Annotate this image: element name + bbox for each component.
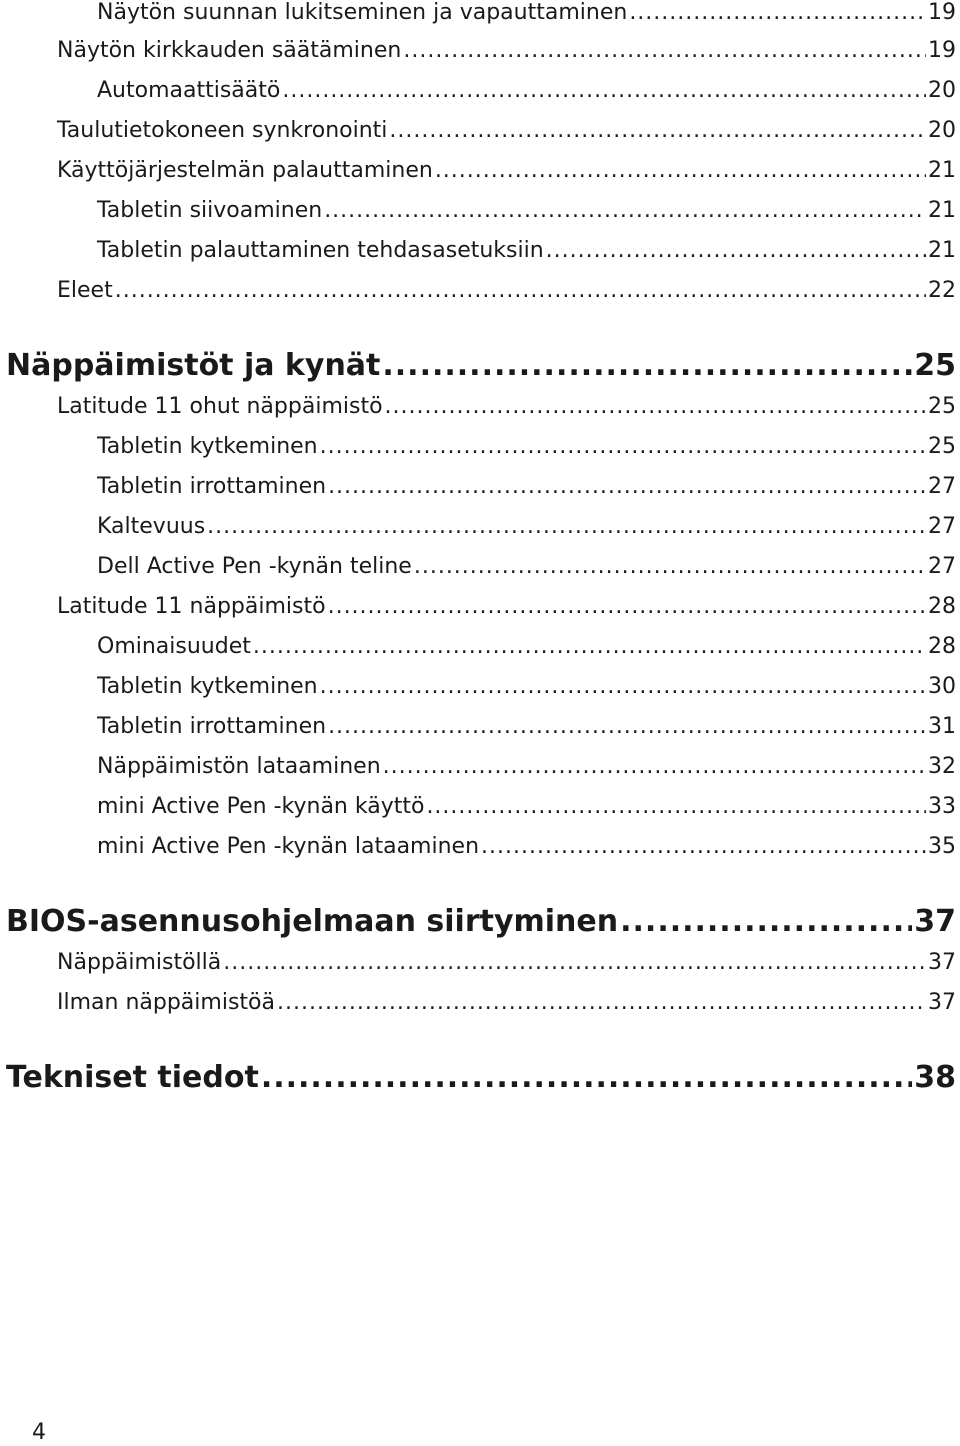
toc-entry-label: mini Active Pen -kynän käyttö — [97, 794, 425, 819]
toc-entry[interactable] — [57, 394, 956, 419]
toc-entry-label: Eleet — [57, 278, 113, 303]
toc-entry[interactable] — [57, 594, 956, 619]
toc-entry-page: 32 — [928, 754, 956, 779]
toc-leader-dots — [403, 38, 926, 63]
toc-entry-page: 21 — [928, 198, 956, 223]
toc-chapter-page: 38 — [914, 1060, 956, 1095]
toc-entry[interactable] — [97, 78, 956, 103]
toc-entry-label: Näytön kirkkauden säätäminen — [57, 38, 402, 63]
toc-chapter[interactable] — [6, 348, 956, 383]
toc-entry-page: 25 — [928, 434, 956, 459]
toc-entry[interactable] — [57, 278, 956, 303]
toc-entry-label: Tabletin irrottaminen — [97, 714, 327, 739]
toc-leader-dots — [320, 434, 926, 459]
toc-leader-dots — [620, 904, 912, 939]
toc-entry[interactable] — [97, 238, 956, 263]
toc-entry-page: 19 — [928, 38, 956, 63]
toc-leader-dots — [328, 714, 926, 739]
toc-entry-label: Taulutietokoneen synkronointi — [57, 118, 388, 143]
toc-entry[interactable] — [97, 754, 956, 779]
toc-entry-page: 20 — [928, 78, 956, 103]
toc-entry[interactable] — [97, 674, 956, 699]
toc-chapter-label: Näppäimistöt ja kynät — [6, 348, 381, 383]
toc-entry-label: Käyttöjärjestelmän palauttaminen — [57, 158, 433, 183]
toc-entry-label: Näppäimistön lataaminen — [97, 754, 381, 779]
toc-entry[interactable] — [97, 514, 956, 539]
toc-entry-page: 27 — [928, 554, 956, 579]
toc-entry[interactable] — [97, 714, 956, 739]
toc-entry[interactable] — [97, 474, 956, 499]
toc-entry-label: Automaattisäätö — [97, 78, 281, 103]
toc-entry-page: 33 — [928, 794, 956, 819]
toc-entry-label: Tabletin kytkeminen — [97, 434, 318, 459]
toc-entry[interactable] — [97, 834, 956, 859]
toc-leader-dots — [481, 834, 926, 859]
toc-leader-dots — [382, 348, 912, 383]
toc-entry-label: Tabletin kytkeminen — [97, 674, 318, 699]
toc-entry-label: Latitude 11 näppäimistö — [57, 594, 326, 619]
toc-entry-page: 35 — [928, 834, 956, 859]
toc-leader-dots — [282, 78, 926, 103]
toc-entry-page: 20 — [928, 118, 956, 143]
toc-chapter[interactable] — [6, 1060, 956, 1095]
toc-leader-dots — [629, 0, 926, 25]
toc-leader-dots — [277, 990, 926, 1015]
toc-entry-page: 28 — [928, 634, 956, 659]
toc-entry[interactable] — [57, 38, 956, 63]
toc-leader-dots — [320, 674, 926, 699]
toc-chapter-page: 37 — [914, 904, 956, 939]
toc-chapter-label: BIOS-asennusohjelmaan siirtyminen — [6, 904, 619, 939]
toc-leader-dots — [426, 794, 926, 819]
toc-chapter-page: 25 — [914, 348, 956, 383]
toc-leader-dots — [385, 394, 926, 419]
toc-entry-label: Ominaisuudet — [97, 634, 251, 659]
toc-entry[interactable] — [57, 118, 956, 143]
toc-entry-page: 30 — [928, 674, 956, 699]
toc-entry[interactable] — [57, 990, 956, 1015]
toc-entry[interactable] — [97, 434, 956, 459]
toc-entry[interactable] — [57, 950, 956, 975]
toc-entry-page: 37 — [928, 950, 956, 975]
toc-leader-dots — [207, 514, 926, 539]
toc-entry-page: 28 — [928, 594, 956, 619]
toc-entry-label: Näppäimistöllä — [57, 950, 222, 975]
toc-entry-page: 27 — [928, 474, 956, 499]
toc-leader-dots — [115, 278, 926, 303]
toc-entry-label: Ilman näppäimistöä — [57, 990, 275, 1015]
toc-entry-page: 27 — [928, 514, 956, 539]
toc-entry-label: mini Active Pen -kynän lataaminen — [97, 834, 480, 859]
toc-leader-dots — [328, 594, 926, 619]
toc-entry-label: Tabletin siivoaminen — [97, 198, 323, 223]
toc-entry-page: 21 — [928, 158, 956, 183]
toc-entry[interactable] — [97, 0, 956, 25]
toc-leader-dots — [414, 554, 926, 579]
toc-leader-dots — [328, 474, 926, 499]
toc-entry-label: Latitude 11 ohut näppäimistö — [57, 394, 383, 419]
toc-leader-dots — [435, 158, 926, 183]
toc-entry-label: Näytön suunnan lukitseminen ja vapauttaminen — [97, 0, 628, 25]
toc-leader-dots — [253, 634, 926, 659]
toc-leader-dots — [261, 1060, 912, 1095]
toc-entry[interactable] — [57, 158, 956, 183]
toc-entry-page: 25 — [928, 394, 956, 419]
toc-leader-dots — [389, 118, 926, 143]
toc-entry-label: Tabletin irrottaminen — [97, 474, 327, 499]
toc-leader-dots — [546, 238, 926, 263]
toc-entry[interactable] — [97, 554, 956, 579]
toc-entry-label: Kaltevuus — [97, 514, 206, 539]
toc-entry-page: 22 — [928, 278, 956, 303]
toc-leader-dots — [383, 754, 926, 779]
page-number: 4 — [32, 1420, 46, 1445]
toc-entry-label: Tabletin palauttaminen tehdasasetuksiin — [97, 238, 544, 263]
toc-entry-page: 19 — [928, 0, 956, 25]
toc-leader-dots — [324, 198, 926, 223]
toc-entry[interactable] — [97, 634, 956, 659]
toc-entry-page: 31 — [928, 714, 956, 739]
toc-entry-label: Dell Active Pen -kynän teline — [97, 554, 412, 579]
toc-chapter-label: Tekniset tiedot — [6, 1060, 259, 1095]
toc-leader-dots — [223, 950, 926, 975]
toc-entry[interactable] — [97, 794, 956, 819]
toc-entry-page: 37 — [928, 990, 956, 1015]
toc-entry-page: 21 — [928, 238, 956, 263]
toc-entry[interactable] — [97, 198, 956, 223]
toc-chapter[interactable] — [6, 904, 956, 939]
